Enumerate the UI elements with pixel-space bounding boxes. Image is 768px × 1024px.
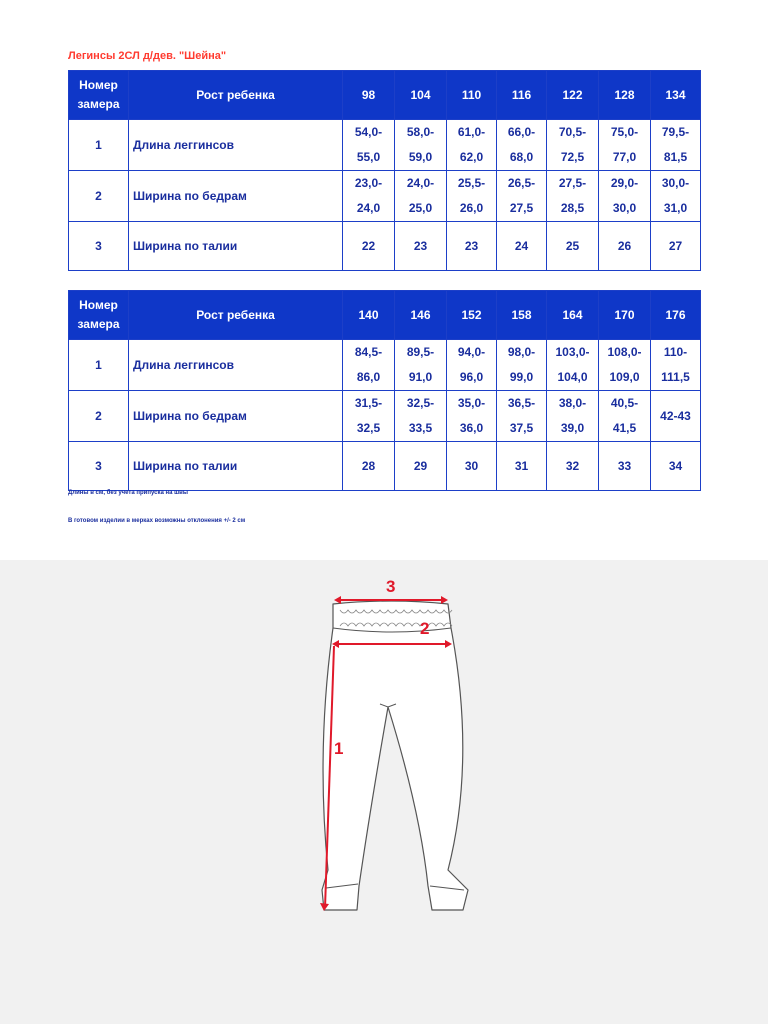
measure-value-cell [497,171,547,222]
measure-value-line: 26 [617,238,632,253]
measure-value-line: 23 [413,238,428,253]
size-header-cell: 134 [651,71,701,120]
measure-value-cell [447,171,497,222]
measure-label-cell: Длина леггинсов [129,120,343,171]
size-header-cell: 140 [343,291,395,340]
measure-number-header-line: Номер [79,78,118,92]
measure-number-header-line: замера [77,317,120,331]
measure-value-line: 22 [361,238,376,253]
size-header-cell: 152 [447,291,497,340]
measure-value-line: 59,0 [408,150,433,164]
measure-label-cell: Ширина по талии [129,442,343,491]
measure-value-cell [547,340,599,391]
measure-value-line: 26,0 [459,201,484,215]
measure-value-line: 55,0 [356,150,381,164]
measure-number-header-line: Номер [79,298,118,312]
measure-value-cell [599,120,651,171]
measure-label-cell: Ширина по бедрам [129,171,343,222]
measure-value-cell [447,442,497,491]
measure-value-cell [343,222,395,271]
table-row [69,120,701,171]
table-row [69,442,701,491]
measure-value-line: 40,5- [610,396,639,410]
measure-value-line: 98,0- [507,345,536,359]
measure-value-line: 62,0 [459,150,484,164]
measure-value-line: 30,0- [661,176,690,190]
measure-value-cell [547,222,599,271]
measure-value-line: 99,0 [509,370,534,384]
measure-value-cell [395,442,447,491]
measure-value-line: 75,0- [610,125,639,139]
size-header-cell: 98 [343,71,395,120]
measure-value-line: 91,0 [408,370,433,384]
measure-value-cell [447,391,497,442]
measure-value-line: 32 [565,458,580,473]
measure-value-line: 35,0- [457,396,486,410]
measure-value-cell [651,391,701,442]
size-header-cell: 146 [395,291,447,340]
measure-value-line: 29,0- [610,176,639,190]
measure-value-cell [651,120,701,171]
measure-value-line: 24,0 [356,201,381,215]
table-row [69,340,701,391]
measure-value-line: 86,0 [356,370,381,384]
measure-value-line: 42-43 [660,408,691,423]
measure-value-line: 32,5- [406,396,435,410]
measure-value-cell [547,442,599,491]
header-row [69,71,701,120]
size-header-cell: 104 [395,71,447,120]
measure-value-cell [497,120,547,171]
measure-value-line: 77,0 [612,150,637,164]
measure-value-cell [447,222,497,271]
measure-value-line: 25,5- [457,176,486,190]
measure-value-cell [599,391,651,442]
measure-value-line: 94,0- [457,345,486,359]
leggings-measurement-diagram [300,570,480,920]
measure-value-cell [343,391,395,442]
measure-value-cell [599,340,651,391]
measure-value-cell [547,391,599,442]
size-header-cell: 116 [497,71,547,120]
measure-value-cell [497,222,547,271]
measure-value-line: 81,5 [663,150,688,164]
measure-value-line: 27,5 [509,201,534,215]
measure-value-cell [447,120,497,171]
measure-label-cell: Ширина по талии [129,222,343,271]
measure-value-line: 110- [663,345,688,359]
measure-value-line: 89,5- [406,345,435,359]
measure-value-line: 31,5- [354,396,383,410]
measure-value-cell [651,340,701,391]
measure-value-cell [651,222,701,271]
size-header-cell: 122 [547,71,599,120]
measure-value-cell [343,120,395,171]
measure-value-line: 33 [617,458,632,473]
measure-value-cell [395,171,447,222]
measure-value-line: 26,5- [507,176,536,190]
measure-value-line: 34 [668,458,683,473]
note-units: Длины в см, без учета припуска на швы [68,490,188,496]
measure-value-line: 27 [668,238,683,253]
measure-value-cell [343,442,395,491]
measure-value-line: 109,0 [609,370,640,384]
measure-label-cell: Длина леггинсов [129,340,343,391]
measure-value-cell [343,171,395,222]
measure-value-line: 23 [464,238,479,253]
measure-value-line: 104,0 [557,370,588,384]
measure-value-line: 39,0 [560,421,585,435]
measure-value-line: 72,5 [560,150,585,164]
measure-number-header-line: замера [77,97,120,111]
measure-value-line: 70,5- [558,125,587,139]
measure-value-line: 66,0- [507,125,536,139]
child-height-header: Рост ребенка [129,291,343,340]
measure-2-label: 2 [420,619,430,638]
size-table-1 [68,70,701,271]
measure-value-line: 28 [361,458,376,473]
measure-value-cell [599,222,651,271]
measure-value-line: 28,5 [560,201,585,215]
size-header-cell: 128 [599,71,651,120]
measure-value-line: 38,0- [558,396,587,410]
measure-value-line: 58,0- [406,125,435,139]
measure-value-line: 31 [514,458,529,473]
measure-value-cell [343,340,395,391]
note-tolerance: В готовом изделии в мерках возможны отклонения +/- 2 см [68,518,246,524]
measure-number-cell: 2 [69,171,129,222]
measure-value-cell [395,340,447,391]
measure-number-header [69,291,129,340]
measure-value-line: 36,5- [507,396,536,410]
measure-value-line: 68,0 [509,150,534,164]
measure-value-cell [547,171,599,222]
measure-3-label: 3 [386,577,396,596]
measure-value-line: 103,0- [555,345,590,359]
measure-value-line: 32,5 [356,421,381,435]
measure-number-header [69,71,129,120]
measure-value-line: 41,5 [612,421,637,435]
measure-value-line: 24 [514,238,529,253]
measure-value-line: 79,5- [661,125,690,139]
measure-value-line: 54,0- [354,125,383,139]
measure-value-line: 96,0 [459,370,484,384]
measure-value-cell [599,171,651,222]
measure-number-cell: 3 [69,222,129,271]
measure-value-line: 108,0- [607,345,642,359]
measure-value-cell [447,340,497,391]
measure-number-cell: 1 [69,340,129,391]
measure-value-cell [497,340,547,391]
header-row [69,291,701,340]
table-row [69,171,701,222]
size-header-cell: 110 [447,71,497,120]
child-height-header: Рост ребенка [129,71,343,120]
measure-value-cell [651,171,701,222]
measure-number-cell: 1 [69,120,129,171]
measure-value-line: 36,0 [459,421,484,435]
measure-value-line: 31,0 [663,201,688,215]
measure-number-cell: 3 [69,442,129,491]
measure-value-cell [547,120,599,171]
table-row [69,222,701,271]
measure-value-line: 30,0 [612,201,637,215]
measure-value-line: 29 [413,458,428,473]
measure-value-cell [651,442,701,491]
measure-value-cell [395,120,447,171]
size-header-cell: 170 [599,291,651,340]
size-header-cell: 158 [497,291,547,340]
measure-value-cell [497,442,547,491]
measure-value-cell [497,391,547,442]
measure-value-line: 33,5 [408,421,433,435]
size-header-cell: 164 [547,291,599,340]
measure-value-cell [599,442,651,491]
measure-number-cell: 2 [69,391,129,442]
size-header-cell: 176 [651,291,701,340]
measure-value-line: 24,0- [406,176,435,190]
measure-value-line: 23,0- [354,176,383,190]
measure-value-line: 27,5- [558,176,587,190]
measure-value-line: 61,0- [457,125,486,139]
table-row [69,391,701,442]
size-table-2 [68,290,701,491]
measure-value-line: 37,5 [509,421,534,435]
measure-label-cell: Ширина по бедрам [129,391,343,442]
measure-value-line: 84,5- [354,345,383,359]
measure-value-line: 25 [565,238,580,253]
product-title: Легинсы 2СЛ д/дев. "Шейна" [68,50,227,62]
measure-value-line: 111,5 [661,370,690,384]
measure-value-cell [395,391,447,442]
measure-value-cell [395,222,447,271]
measure-value-line: 25,0 [408,201,433,215]
measure-1-label: 1 [334,739,344,758]
measure-value-line: 30 [464,458,479,473]
